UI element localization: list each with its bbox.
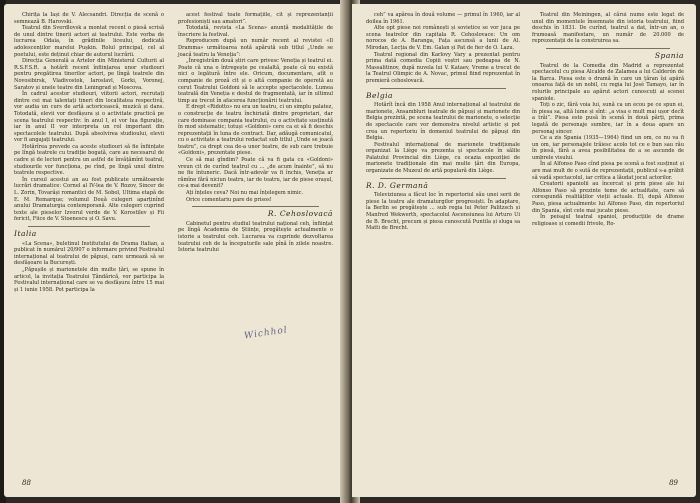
paragraph: E drept «Ridotto» nu era un teatru, ci un simplu palatez, o construcție de teatru închiriată dintre proprietari, dar care dominase compania teatrului, cu o activitate susținută în mod sistematic; totuși «Goldoni» cere ca ei să fi deschis reprezentații în luna de contract. Dar, adăugă comunicatul, cu o activitate a teatrului redactat sub titlul „Unde se joacă teatru”, ca drept cea de-a unor teatre, de sub care trebuie «Goldoni», prezentate piese. — [178, 104, 333, 157]
paragraph: Teatrul din Sverdlovsk a montat recent o piesă scrisă de unul dintre tinerii actori ai teatrului. Este vorba de lucrarea Odaia, în grădinile liceului, dedicată adolescenților marelui Pușkin. Rolul principal, cel al poetului, este deținut chiar de autorul lucrării. — [14, 25, 164, 58]
paragraph: Hotărîrea prevede ca aceste studiouri să fie înființate pe lîngă teatrele cu tradiție bogată, care au necesarul de cadre și de lectori pentru un astfel de învățămînt teatral, studiourile vor funcționa, pe rînd, pe lîngă unul dintre teatrele respective. — [14, 143, 164, 177]
section-heading: R. D. Germană — [366, 180, 429, 190]
paragraph: „Înregistrăm două știri care privesc Veneția și teatrul ei. Poate că una o întregește pe cealaltă, poate că nu există nici o legătură între ele. Oricum, documentare, atît o companie de proză cit și o altă companie de operetă au cerut Teatrului Goldoni să le accepte spectacolele. Lumea teatrală din Veneția e destul de fragmentată, iar în ultimul timp au trecut în afacerea funcționării teatrului. — [178, 58, 333, 104]
section-heading: Spania — [654, 50, 684, 60]
divider — [192, 206, 319, 207]
right-column-2 — [532, 12, 684, 227]
left-column-1 — [14, 12, 164, 293]
paragraph: Totodată, revista «La Scena» anunță modalitățile de înscriere la festival. — [178, 25, 333, 38]
paragraph: Ce a zis Spania (1935—1964) fiind un om, ce nu va fi un om, iar personajele trăiesc acolo tot ce e bun sau rău în piesă, fără a avea posibilitatea de a se ascunde de umbrele visului. — [532, 135, 684, 161]
section-heading: Italia — [14, 229, 37, 238]
paragraph: Televiziunea a făcut loc în repertoriul său unei serii de piese la teatru ale dramaturgilor progresiști. În adaptare, la Berlin se pregătește ... sub regia lui Peter Palitzsch și Manfred Wekwerth, spectacolul Ascensiunea lui Arturo Ui de B. Brecht, precum și piesa cunoscută Puntila și sluga sa Matti de Brecht. — [366, 192, 520, 232]
paragraph: Teatrul de la Comedia din Madrid a reprezentat spectacolul cu piesa Alcalde de Zalamea a lui Calderón de la Barca. Piesa este o dramă în care un țăran își apără onoarea față de un nobil, cu regia lui José Tamayo, iar în rolurile principale au apărut actori cunoscuți ai scenei spaniole. — [532, 62, 684, 102]
paragraph: Teatrul din Meiningen, al cărui nume este legat de unul din momentele însemnate din istoria teatrului, fiind deschis în 1831. De curînd, teatrul a dat, într-un an, o frumoasă manifestare, un număr de 20.000 de reprezentații de la construirea sa. — [532, 12, 684, 45]
paragraph: În cursul acestui an au fost publicate următoarele lucrări dramatice: Cornel al IV-lea de V. Rozov, Sincer de L. Zorin, Tovarăși romantici de M. Sobol, Ultima etapă de E. M. Remarque; volumul Două culegeri aparținînd anului Dramaturgia contemporană. Alte culegeri cuprind texte ale pieselor Izvorul verde de V. Korostilev și Fii fericit, Fiice de V. Stoenescu și O. Savu. — [14, 176, 164, 223]
text-line: Ați înțeles ceva? Noi nu mai înțelegem nimic. — [186, 190, 304, 197]
paragraph: Teatrul regional din Karlovy Vary a prezentat pentru prima dată comedia Copiii voștri sau pedeapsa de N. Massalitinov, după nuvela lui V. Kataev, Vreme a trecut de la Teatrul Olimpic de A. Novac, primul fiind reprezentat în premieră cehoslovacă. — [366, 51, 520, 84]
right-page — [352, 4, 696, 497]
paragraph: Chirița la Iași de V. Alecsandri. Direcția de scenă o semnează B. Harovski. — [14, 12, 164, 25]
divider — [380, 88, 506, 89]
paragraph: acest festival toate formațiile, cit și reprezentanții profesioniști sau amatori”. — [178, 12, 333, 25]
page-number-left: 88 — [22, 479, 31, 487]
section-heading: R. Cehoslovacă — [267, 209, 333, 219]
paragraph: ceh” va apărea în două volume — primul în 1960, iar al doilea în 1961. — [366, 12, 520, 25]
divider — [380, 178, 506, 179]
paragraph: Alte opt piese noi românești și sovietice se vor juca pe scena teatrelor din capitala R. Cehoslovace: Un om norocos de A. Baranga, Fața ascunsă a lunii de Al. Mirodan, Lecția de V. Em. Galan și Pat de fier de O. Lazu. — [366, 25, 520, 51]
paragraph: „Păpușile și marionetele din multe țări, se spune în articol, la invitația Teatrului Țăndărică, vor participa la Festivalul internațional care se va desfășura între 15 mai și 1 iunie 1958. Pot participa la — [14, 266, 164, 293]
divider — [546, 48, 670, 49]
text-line: Orice comentariu pare de prisos! — [186, 196, 272, 203]
paragraph: Cabinetul pentru studiul teatrului național ceh, înființat pe lîngă Academia de Științe, pregătește actualmente o istorie a teatrului ceh. Lucrarea va cuprinde dezvoltarea teatrului ceh de la începuturile sale pînă în zilele noastre. Istoria teatrului — [178, 220, 333, 254]
paragraph: Reproducem după un număr recent al revistei «Il Dramma» următoarea notă apărută sub titlul „Unde se joacă teatru la Veneția”: — [178, 38, 333, 58]
paragraph: Direcția Generală a Artelor din Ministerul Culturii al R.S.F.S.R. a hotărît recent înființarea unor studiouri pentru pregătirea tinerilor actori, pe lîngă teatrele din Novosibirsk, Vladivostok, Iaroslavl, Gorki, Voronej, Saratov și unele teatre din Leningrad și Moscova. — [14, 58, 164, 91]
paragraph: Ce să mai gîndim? Poate că va fi gata cu «Goldoni» vreun cit de curînd teatrul cu ... „de acum înainte”, să nu ne fie întuneric. Dacă într-adevăr va fi închis, Veneția ar rămîne fără niciun teatru, iar de teatru, iar de piese orașul, ce-a mai devenit? — [178, 157, 333, 190]
right-column-1 — [366, 12, 520, 232]
paragraph: «La Scena», buletinul Institutului de Drama Italian, a publicat în numărul 20/907 o informare privind Festivalul internațional al teatrului de păpuși, care urmează să se desfășoare la București. — [14, 240, 164, 267]
handwritten-signature: Wichhol — [243, 325, 289, 342]
left-page — [4, 4, 346, 497]
paragraph: Hotărît încă din 1958 Anul internațional al teatrului de marionete, Ansambluri teatrale de păpuși și marionete din Belgia prezintă, pe scena teatrului de marionete, o selecție de spectacole care vor demonstra nivelul artistic și pot crea un repertoriu în domeniul teatrului de păpuși din Belgia. — [366, 102, 520, 142]
paragraph: Toți o zic, fără voia lui, sună ca un ecou pe ce spun ei, în piesa sa, altă lume și sînt: „a visa e mult mai ușor decît a trăi”. Piesa este pusă în scenă în două părți, prima legată de personaje sumbre, iar în a doua apare un personaj sincer. — [532, 102, 684, 135]
page-number-right: 89 — [669, 479, 678, 487]
section-heading: Belgia — [366, 90, 394, 100]
paragraph: Festivalul internațional de marionete tradiționale organizat la Liège va prezenta și spectacole în sălile Palatului Provincial din Liège, cu ocazia expoziției de marionete tradiționale din mai multe țări din Europa, organizate de Muzeul de artă populară din Liège. — [366, 141, 520, 175]
paragraph: În al Alfonso Paso cînd piesa pe scenă a fost susținut și are mai mult de o sută de reprezentații, publicul s-a grăbit să vadă spectacolul, iar critica a lăudat jocul actorilor. — [532, 161, 684, 181]
paragraph: În cadrul acestor studiouri, viitorii actori, recrutați dintre cei mai talentați tineri din localitatea respectivă, vor audia un curs de artă actoricească, muzică și dans. Totodată, elevii vor desfășura și o activitate practică pe scena teatrului respectiv: în anul I, ei vor lua figurație, iar în anul II vor interpreta un rol important din spectacolele teatrului. După absolvirea studioului, elevii vor fi angajați teatrului. — [14, 91, 164, 144]
paragraph: În peisajul teatral spaniol, producțiile de drame religioase și comedii frivole, Ro- — [532, 214, 684, 227]
divider — [28, 226, 150, 227]
paragraph: Creatorii spaniolii au încercat și prin piese ale lui Alfonso Paso să prezinte teme de actualitate, care să corespundă realităților vieții actuale. El, după Alfonso Paso, piesa actualmente lui Alfonso Paso, din repertoriul din Spania, sînt cele mai jucate piese. — [532, 181, 684, 214]
left-column-2 — [178, 12, 333, 254]
